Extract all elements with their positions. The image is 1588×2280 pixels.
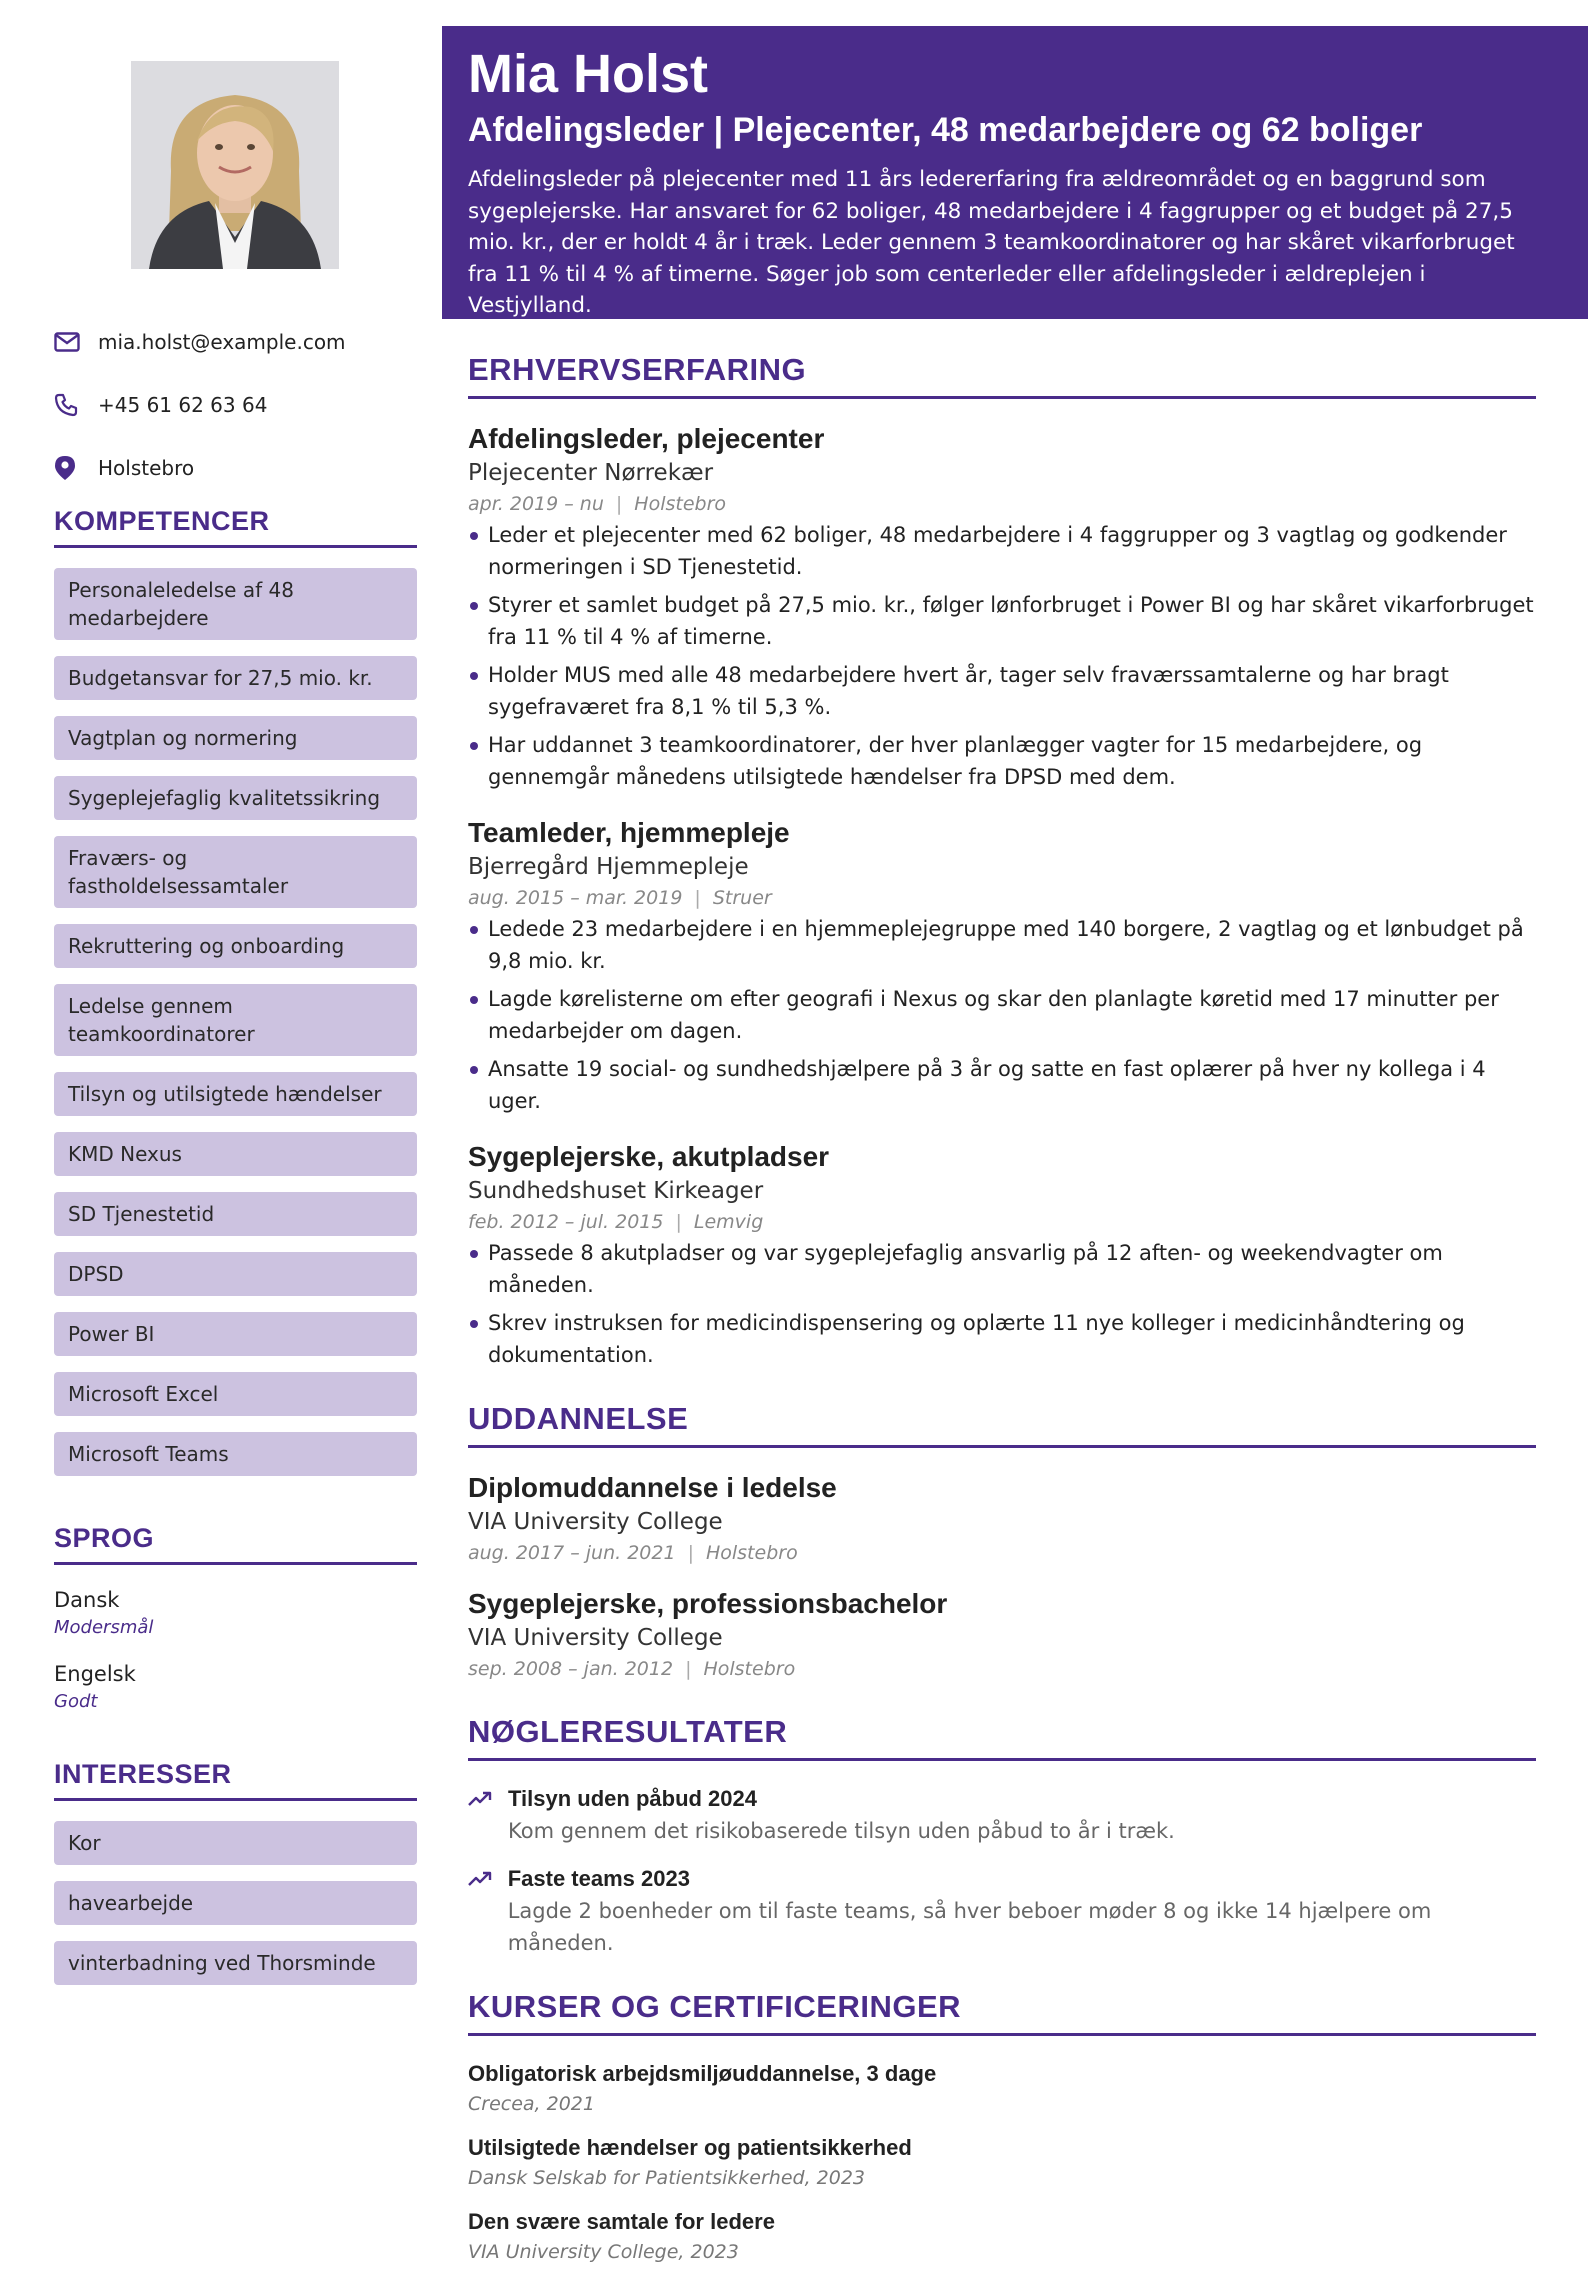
course-meta: VIA University College, 2023 xyxy=(468,2241,739,2263)
job-organization: Plejecenter Nørrekær xyxy=(468,460,714,486)
interest-chip: vinterbadning ved Thorsminde xyxy=(54,1941,417,1985)
skills-list xyxy=(54,568,417,1476)
phone-icon xyxy=(54,393,98,417)
skill-chip: Rekruttering og onboarding xyxy=(54,924,417,968)
language-item xyxy=(54,1659,417,1715)
job-bullet: Har uddannet 3 teamkoordinatorer, der hver planlægger vagter for 15 medarbejdere, og gennemgår månedens utilsigtede hændelser fra DPSD med dem. xyxy=(468,729,1536,793)
course-item xyxy=(468,2058,1536,2118)
courses-section xyxy=(468,1989,1536,2266)
result-description: Kom gennem det risikobaserede tilsyn uden påbud to år i træk. xyxy=(508,1819,1175,1843)
job-place: Struer xyxy=(712,887,772,909)
skill-chip: Fraværs- og fastholdelsessamtaler xyxy=(54,836,417,908)
job-organization: Bjerregård Hjemmepleje xyxy=(468,854,749,880)
job-period: apr. 2019 – nu xyxy=(468,493,604,515)
experience-section xyxy=(468,352,1536,1371)
education-period: aug. 2017 – jun. 2021 xyxy=(468,1542,676,1564)
job-place: Holstebro xyxy=(634,493,727,515)
education-place: Holstebro xyxy=(703,1658,796,1680)
job-title: Sygeplejerske, akutpladser xyxy=(468,1141,830,1172)
course-item xyxy=(468,2132,1536,2192)
main-content xyxy=(468,352,1536,2280)
skill-chip: KMD Nexus xyxy=(54,1132,417,1176)
contact-email[interactable] xyxy=(54,310,417,373)
job-place: Lemvig xyxy=(693,1211,764,1233)
course-title: Utilsigtede hændelser og patientsikkerhed xyxy=(468,2135,912,2160)
skill-chip: Tilsyn og utilsigtede hændelser xyxy=(54,1072,417,1116)
education-meta xyxy=(468,1538,1536,1568)
education-place: Holstebro xyxy=(705,1542,798,1564)
contact-phone[interactable] xyxy=(54,373,417,436)
education-institution: VIA University College xyxy=(468,1509,723,1535)
interests-section xyxy=(54,1759,417,1985)
meta-separator: | xyxy=(615,493,623,515)
job-entry xyxy=(468,1139,1536,1371)
interest-chip: havearbejde xyxy=(54,1881,417,1925)
contact-location xyxy=(54,436,417,499)
job-bullet: Ansatte 19 social- og sundhedshjælpere på 3 år og satte en fast oplærer på hver ny kollega i 4 uger. xyxy=(468,1053,1536,1117)
job-period: aug. 2015 – mar. 2019 xyxy=(468,887,683,909)
job-bullet: Skrev instruksen for medicindispensering og oplærte 11 nye kolleger i medicinhåndtering og dokumentation. xyxy=(468,1307,1536,1371)
job-headline: Afdelingsleder | Plejecenter, 48 medarbejdere og 62 boliger xyxy=(468,111,1423,149)
trending-up-icon xyxy=(468,1783,508,1847)
job-title: Teamleder, hjemmepleje xyxy=(468,817,790,848)
education-heading: UDDANNELSE xyxy=(468,1401,1536,1448)
profile-photo xyxy=(131,61,339,269)
job-bullet: Leder et plejecenter med 62 boliger, 48 medarbejdere i 4 faggrupper og 3 vagtlag og godkender normeringen i SD Tjenestetid. xyxy=(468,519,1536,583)
course-meta: Crecea, 2021 xyxy=(468,2093,595,2115)
job-bullets xyxy=(468,913,1536,1117)
skills-heading: KOMPETENCER xyxy=(54,506,417,548)
course-item xyxy=(468,2206,1536,2266)
language-name: Engelsk xyxy=(54,1662,136,1686)
education-section xyxy=(468,1401,1536,1684)
experience-heading: ERHVERVSERFARING xyxy=(468,352,1536,399)
job-bullet: Ledede 23 medarbejdere i en hjemmeplejegruppe med 140 borgere, 2 vagtlag og et lønbudget på 9,8 mio. kr. xyxy=(468,913,1536,977)
skill-chip: Microsoft Excel xyxy=(54,1372,417,1416)
results-heading: NØGLERESULTATER xyxy=(468,1714,1536,1761)
job-title: Afdelingsleder, plejecenter xyxy=(468,423,825,454)
education-title: Diplomuddannelse i ledelse xyxy=(468,1472,837,1503)
job-bullet: Styrer et samlet budget på 27,5 mio. kr., følger lønforbruget i Power BI og har skåret vikarforbruget fra 11 % til 4 % af timerne. xyxy=(468,589,1536,653)
profile-summary: Afdelingsleder på plejecenter med 11 års ledererfaring fra ældreområdet og en baggrund som sygeplejerske. Har ansvaret for 62 boliger, 48 medarbejdere i 4 faggrupper og et budget på 27,5 mio. kr., der er holdt 4 år i træk. Leder gennem 3 teamkoordinatorer og har skåret vikarforbruget fra 11 % til 4 % af timerne. Søger job som centerleder eller afdelingsleder i ældreplejen i Vestjylland. xyxy=(468,167,1515,318)
job-meta xyxy=(468,489,1536,519)
job-bullets xyxy=(468,519,1536,793)
trending-up-icon xyxy=(468,1863,508,1959)
skill-chip: SD Tjenestetid xyxy=(54,1192,417,1236)
skill-chip: DPSD xyxy=(54,1252,417,1296)
language-name: Dansk xyxy=(54,1588,120,1612)
phone-text: +45 61 62 63 64 xyxy=(98,392,268,417)
skill-chip: Power BI xyxy=(54,1312,417,1356)
language-item xyxy=(54,1585,417,1641)
course-title: Obligatorisk arbejdsmiljøuddannelse, 3 dage xyxy=(468,2061,937,2086)
skill-chip: Microsoft Teams xyxy=(54,1432,417,1476)
skills-section xyxy=(54,506,417,1476)
job-meta xyxy=(468,883,1536,913)
result-title: Tilsyn uden påbud 2024 xyxy=(508,1786,757,1811)
result-item xyxy=(468,1863,1536,1959)
education-institution: VIA University College xyxy=(468,1625,723,1651)
job-bullet: Holder MUS med alle 48 medarbejdere hvert år, tager selv fraværssamtalerne og har bragt sygefraværet fra 8,1 % til 5,3 %. xyxy=(468,659,1536,723)
job-bullets xyxy=(468,1237,1536,1371)
result-description: Lagde 2 boenheder om til faste teams, så hver beboer møder 8 og ikke 14 hjælpere om måneden. xyxy=(507,1899,1432,1955)
results-section xyxy=(468,1714,1536,1959)
meta-separator: | xyxy=(685,1658,692,1680)
course-meta: Dansk Selskab for Patientsikkerhed, 2023 xyxy=(468,2167,866,2189)
result-item xyxy=(468,1783,1536,1847)
profile-header xyxy=(442,26,1588,319)
job-entry xyxy=(468,421,1536,793)
languages-section xyxy=(54,1523,417,1733)
education-meta xyxy=(468,1654,1536,1684)
job-meta xyxy=(468,1207,1536,1237)
job-bullet: Passede 8 akutpladser og var sygeplejefaglig ansvarlig på 12 aften- og weekendvagter om måneden. xyxy=(468,1237,1536,1301)
languages-heading: SPROG xyxy=(54,1523,417,1565)
skill-chip: Budgetansvar for 27,5 mio. kr. xyxy=(54,656,417,700)
skill-chip: Personaleledelse af 48 medarbejdere xyxy=(54,568,417,640)
education-entry xyxy=(468,1470,1536,1568)
result-title: Faste teams 2023 xyxy=(507,1866,690,1891)
course-title: Den svære samtale for ledere xyxy=(468,2209,775,2234)
location-pin-icon xyxy=(54,455,98,481)
meta-separator: | xyxy=(694,887,701,909)
email-text: mia.holst@example.com xyxy=(98,329,346,354)
language-level: Modersmål xyxy=(54,1617,154,1638)
skill-chip: Ledelse gennem teamkoordinatorer xyxy=(54,984,417,1056)
job-organization: Sundhedshuset Kirkeager xyxy=(468,1178,764,1204)
courses-heading: KURSER OG CERTIFICERINGER xyxy=(468,1989,1536,2036)
language-level: Godt xyxy=(54,1691,98,1712)
meta-separator: | xyxy=(675,1211,682,1233)
interests-list xyxy=(54,1821,417,1985)
education-period: sep. 2008 – jan. 2012 xyxy=(468,1658,674,1680)
skill-chip: Vagtplan og normering xyxy=(54,716,417,760)
job-bullet: Lagde kørelisterne om efter geografi i Nexus og skar den planlagte køretid med 17 minutter per medarbejder om dagen. xyxy=(468,983,1536,1047)
interests-heading: INTERESSER xyxy=(54,1759,417,1801)
job-entry xyxy=(468,815,1536,1117)
meta-separator: | xyxy=(687,1542,694,1564)
person-name: Mia Holst xyxy=(468,44,709,104)
education-title: Sygeplejerske, professionsbachelor xyxy=(468,1588,948,1619)
contact-list xyxy=(54,310,417,499)
location-text: Holstebro xyxy=(98,455,195,480)
job-period: feb. 2012 – jul. 2015 xyxy=(468,1211,664,1233)
skill-chip: Sygeplejefaglig kvalitetssikring xyxy=(54,776,417,820)
interest-chip: Kor xyxy=(54,1821,417,1865)
education-entry xyxy=(468,1586,1536,1684)
mail-icon xyxy=(54,332,98,352)
